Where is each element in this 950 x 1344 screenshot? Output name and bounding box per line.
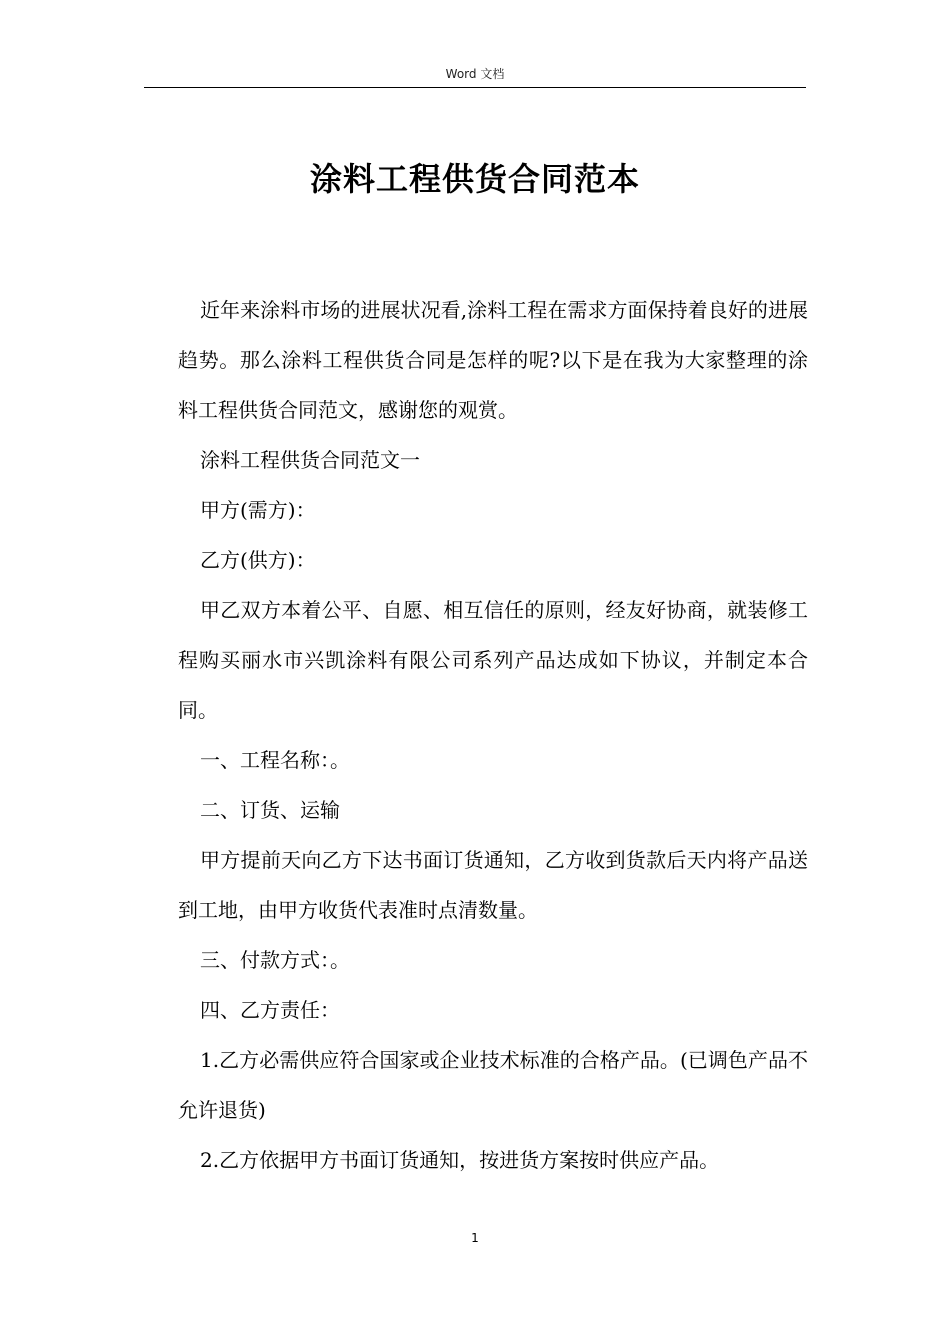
page-number: 1 xyxy=(471,1231,479,1245)
document-body xyxy=(178,285,808,1185)
page-header: Word 文档 xyxy=(445,67,505,81)
paragraph: 一、工程名称：。 xyxy=(200,748,350,772)
paragraph: 乙方(供方)： xyxy=(200,548,316,572)
paragraph: 涂料工程供货合同范文一 xyxy=(200,448,420,472)
paragraph: 甲方(需方)： xyxy=(200,498,316,522)
paragraph: 1.乙方必需供应符合国家或企业技术标准的合格产品。(已调色产品不允许退货) xyxy=(178,1048,808,1122)
header-divider xyxy=(144,87,806,88)
document-title: 涂料工程供货合同范本 xyxy=(309,160,640,198)
paragraph: 甲方提前天向乙方下达书面订货通知，乙方收到货款后天内将产品送到工地，由甲方收货代表准时点清数量。 xyxy=(178,848,808,922)
paragraph: 2.乙方依据甲方书面订货通知，按进货方案按时供应产品。 xyxy=(200,1148,720,1172)
paragraph: 近年来涂料市场的进展状况看,涂料工程在需求方面保持着良好的进展趋势。那么涂料工程供货合同是怎样的呢?以下是在我为大家整理的涂料工程供货合同范文，感谢您的观赏。 xyxy=(178,298,808,422)
paragraph: 二、订货、运输 xyxy=(200,798,340,822)
paragraph: 三、付款方式：。 xyxy=(200,948,350,972)
paragraph: 四、乙方责任： xyxy=(200,998,340,1022)
paragraph: 甲乙双方本着公平、自愿、相互信任的原则，经友好协商，就装修工程购买丽水市兴凯涂料有限公司系列产品达成如下协议，并制定本合同。 xyxy=(178,598,808,722)
